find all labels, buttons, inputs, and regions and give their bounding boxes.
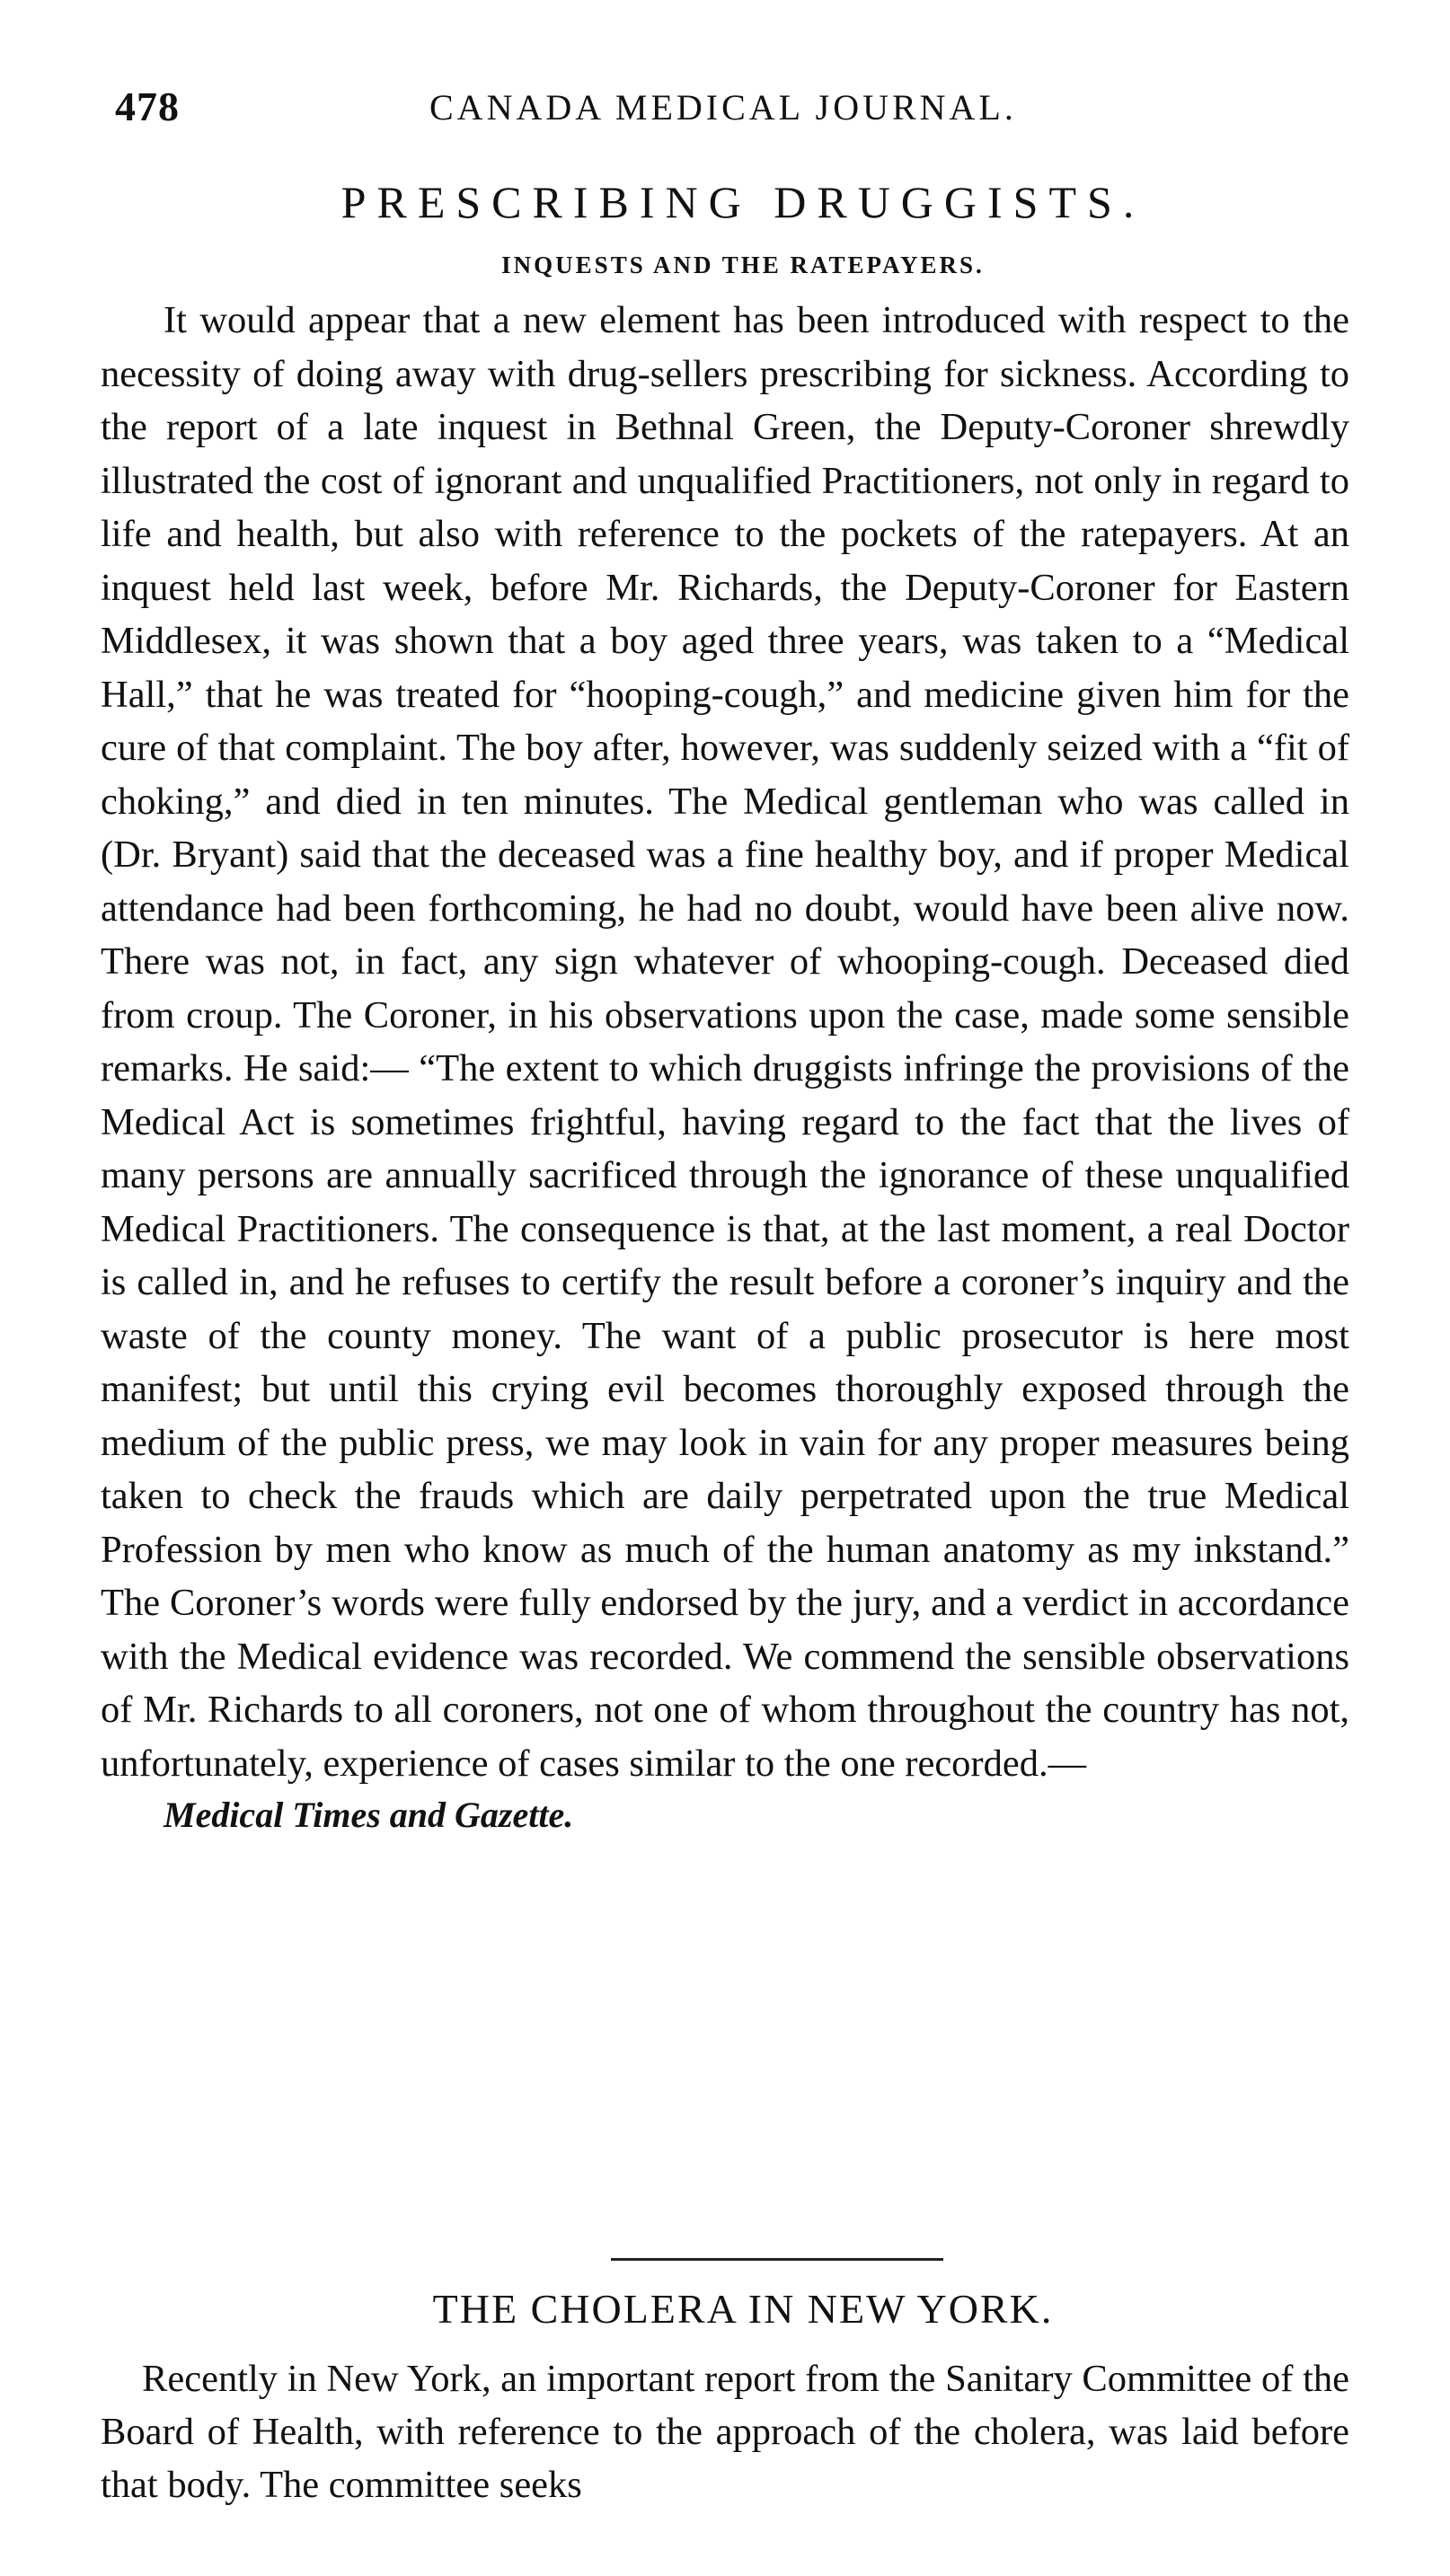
article-body: Recently in New York, an important report from the Sanitary Committee of the Board of Health, with reference to the approach of the cholera, was laid before that body. The committee seeks	[101, 2358, 1349, 2506]
page-number: 478	[115, 84, 180, 129]
article-source: Medical Times and Gazette.	[164, 1795, 574, 1835]
section-divider	[611, 2258, 943, 2261]
article-prescribing-druggists	[101, 176, 1349, 1840]
running-head	[115, 83, 1346, 137]
article-title: THE CHOLERA IN NEW YORK.	[432, 2286, 1054, 2332]
article-body-text: It would appear that a new element has been introduced with respect to the necessity of doing away with drug-sellers prescribing for sickness. According to the report of a late inquest in Bethnal Green, the Deputy-Coroner shrewdly illustrated the cost of ignorant and unqualified Practitioners, not only in regard to life and health, but also with reference to the pockets of the ratepayers. At an inquest held last week, before Mr. Richards, the Deputy-Coroner for Eastern Middlesex, it was shown that a boy aged three years, was taken to a “Medical Hall,” that he was treated for “hooping-cough,” and medicine given him for the cure of that complaint. The boy after, however, was suddenly seized with a “fit of choking,” and died in ten minutes. The Medical gentleman who was called in (Dr. Bryant) said that the deceased was a fine healthy boy, and if proper Medical attendance had been forthcoming, he had no doubt, would have been alive now. There was not, in fact, any sign whatever of whooping-cough. Deceased died from croup. The Coroner, in his observations upon the case, made some sensible remarks. He said:— “The extent to which druggists infringe the provisions of the Medical Act is sometimes frightful, having regard to the fact that the lives of many persons are annually sacrificed through the ignorance of these unqualified Medical Practitioners. The consequence is that, at the last moment, a real Doctor is called in, and he refuses to certify the result before a coroner’s inquiry and the waste of the county money. The want of a public prosecutor is here most manifest; but until this crying evil becomes thoroughly exposed through the medium of the public press, we may look in vain for any proper measures being taken to check the frauds which are daily perpetrated upon the true Medical Profession by men who know as much of the human anatomy as my inkstand.” The Coroner’s words were fully endorsed by the jury, and a verdict in accordance with the Medical evidence was recorded. We commend the sensible observations of Mr. Richards to all coroners, not one of whom throughout the country has not, unfortunately, experience of cases similar to the one recorded.—	[101, 299, 1349, 1785]
journal-title: CANADA MEDICAL JOURNAL.	[429, 87, 1017, 128]
article-body	[101, 294, 1349, 1840]
article-subtitle: INQUESTS AND THE RATEPAYERS.	[501, 251, 985, 278]
article-cholera-new-york	[101, 2285, 1349, 2511]
article-title: PRESCRIBING DRUGGISTS.	[340, 177, 1145, 227]
